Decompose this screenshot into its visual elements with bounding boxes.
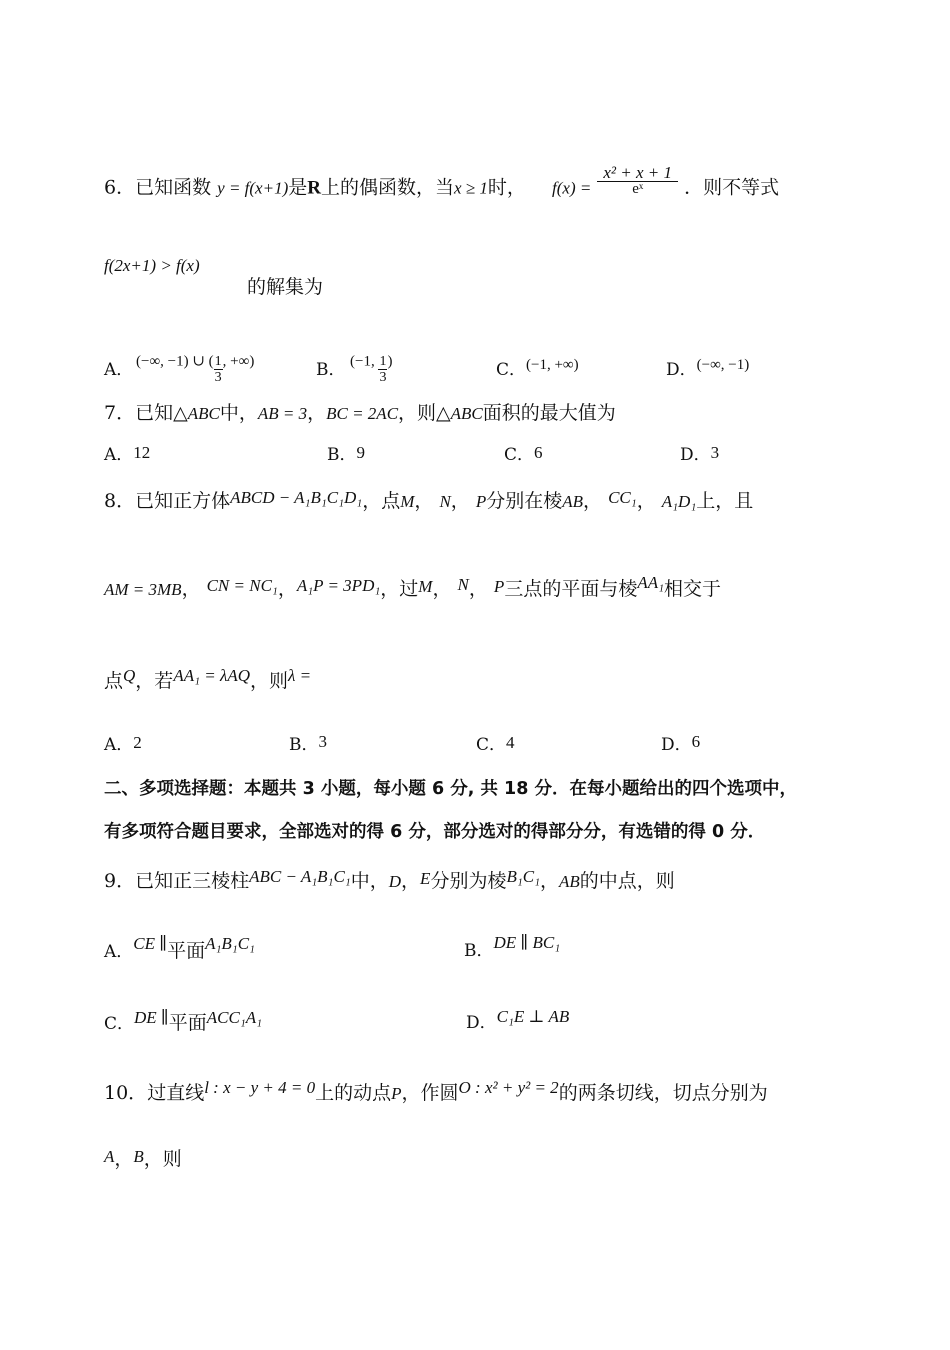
q8-sep: ，	[277, 578, 297, 600]
q9-edge-b1c1: B₁C₁	[506, 867, 540, 886]
option-value: 4	[506, 733, 515, 752]
q10-sep: ，	[114, 1148, 134, 1170]
q10-point-a: A	[104, 1147, 115, 1166]
q8-edge-aa1: AA₁	[637, 573, 665, 592]
q9-option-d[interactable]	[466, 1007, 570, 1033]
q8-lambda: λ =	[288, 666, 312, 685]
q6-condition: x ≥ 1	[454, 178, 488, 198]
q9-option-b[interactable]	[464, 933, 561, 961]
q8-text: 相交于	[664, 578, 722, 600]
q7-option-b[interactable]	[327, 443, 365, 465]
option-math: DE ∥	[134, 1008, 169, 1027]
q8-sep: ，	[583, 490, 603, 512]
q6-option-a-value	[136, 346, 255, 386]
q6-text: 已知函数	[135, 176, 212, 199]
q7-line1	[104, 404, 616, 423]
q8-text: 已知正方体	[135, 490, 231, 512]
option-value-tail: )	[387, 353, 393, 370]
q9-sep: ，	[401, 870, 421, 892]
q10-text: 上的动点	[315, 1082, 392, 1104]
q9-sep: ，	[540, 870, 560, 892]
q10-circle-equation: O : x² + y² = 2	[458, 1078, 559, 1097]
q8-point-m: M	[418, 577, 433, 596]
q8-edge-cc1: CC₁	[608, 488, 637, 507]
option-math: CE ∥	[133, 934, 168, 953]
q8-text: 点	[104, 670, 124, 692]
q7-triangle: ABC	[187, 404, 220, 423]
fraction-denominator: 3	[214, 370, 222, 386]
q6-text: 上的偶函数，当	[321, 176, 455, 199]
option-value: 2	[133, 733, 142, 752]
q6-line1	[104, 163, 780, 205]
q8-option-c[interactable]	[476, 733, 515, 755]
q10-text: 过直线	[147, 1082, 205, 1104]
option-text: 平面	[168, 1012, 207, 1034]
q8-edge-ab: AB	[562, 492, 584, 511]
option-label: C．	[504, 445, 535, 465]
q8-text: ，过	[380, 578, 419, 600]
q7-condition-1: AB = 3	[257, 404, 308, 423]
option-value: (−1, +∞)	[526, 357, 579, 373]
q8-point-q: Q	[123, 666, 136, 685]
option-label: D．	[466, 1013, 497, 1033]
q9-text: 已知正三棱柱	[135, 870, 250, 892]
option-label: D．	[666, 360, 697, 380]
q7-text: 中，	[219, 402, 258, 424]
option-math: ACC₁A₁	[206, 1008, 263, 1027]
q8-text: 分别在棱	[486, 490, 563, 512]
q9-text: 中，	[350, 870, 389, 892]
q8-option-a[interactable]	[104, 733, 142, 755]
q6-real-set: R	[307, 177, 321, 199]
option-label: A．	[104, 445, 134, 465]
q6-text: 是	[288, 176, 308, 199]
q6-option-c[interactable]	[496, 357, 579, 380]
option-label: B．	[327, 445, 357, 465]
q10-line2	[104, 1147, 182, 1170]
section2-header-line2: 有多项符合题目要求，全部选对的得 6 分，部分选对的得部分分，有选错的得 0 分．	[104, 822, 766, 842]
option-label: C．	[476, 735, 507, 755]
option-value: (−∞, −1)	[696, 357, 750, 373]
option-label: D．	[680, 445, 711, 465]
fraction-numerator: 1	[214, 354, 222, 369]
q9-point-e: E	[420, 869, 431, 888]
q7-text: 已知△	[135, 402, 188, 424]
q7-option-d[interactable]	[680, 443, 720, 465]
option-math: C₁E ⊥ AB	[496, 1007, 570, 1026]
q8-sep: ，	[636, 490, 656, 512]
option-math: A₁B₁C₁	[205, 934, 255, 953]
q10-text: ，作圆	[401, 1082, 459, 1104]
q8-option-d[interactable]	[661, 732, 701, 755]
option-label: A．	[104, 942, 134, 962]
q10-line-equation: l : x − y + 4 = 0	[204, 1078, 316, 1097]
q8-edge-a1d1: A₁D₁	[661, 492, 697, 511]
q7-text: 面积的最大值为	[482, 402, 616, 424]
option-value: 3	[318, 732, 327, 751]
q7-condition-2: BC = 2AC	[326, 404, 399, 423]
option-label: B．	[464, 941, 494, 961]
q8-ratio-1: AM = 3MB	[104, 580, 182, 599]
q10-text: ，则	[143, 1148, 182, 1170]
q8-number: 8．	[104, 490, 136, 512]
section2-header-line1: 二、多项选择题：本题共 3 小题，每小题 6 分, 共 18 分．在每小题给出的四个选项中，	[104, 779, 797, 799]
q6-text: ．则不等式	[684, 176, 780, 199]
q8-option-b[interactable]	[289, 732, 327, 755]
q6-f-fraction	[597, 164, 678, 197]
q6-f-denominator: eˣ	[632, 181, 644, 197]
q9-text: 分别为棱	[430, 870, 507, 892]
option-value: 12	[133, 443, 151, 462]
q9-option-c[interactable]	[104, 1008, 263, 1034]
fraction-denominator: 3	[379, 370, 387, 386]
q6-option-d[interactable]	[666, 357, 750, 380]
q6-option-b[interactable]	[316, 362, 346, 379]
q6-option-b-fraction	[378, 354, 387, 386]
q6-f-lhs: f(x) =	[552, 178, 592, 198]
q8-sep: ，	[414, 490, 434, 512]
q8-text: 上，且	[696, 490, 754, 512]
option-value: 6	[691, 732, 701, 751]
option-label: C．	[496, 360, 527, 380]
q6-line2b	[247, 278, 323, 297]
option-text: 平面	[167, 940, 206, 962]
q8-sep: ，	[181, 578, 201, 600]
q10-number: 10．	[104, 1082, 148, 1104]
q7-text: ，	[307, 402, 327, 424]
q8-ratio-3: A₁P = 3PD₁	[296, 576, 381, 595]
option-value: 3	[710, 443, 720, 462]
option-value: (−∞, −1) ∪ (	[136, 353, 214, 370]
q10-text: 的两条切线，切点分别为	[558, 1082, 768, 1104]
option-label: A．	[104, 360, 134, 380]
q9-prism: ABC − A₁B₁C₁	[249, 867, 351, 886]
q9-line1	[104, 867, 675, 892]
option-label: B．	[289, 735, 319, 755]
q7-option-a[interactable]	[104, 443, 151, 465]
q8-cube: ABCD − A₁B₁C₁D₁	[230, 488, 363, 507]
q8-point-n: N	[457, 575, 469, 594]
q6-text: 时，	[487, 176, 526, 199]
option-label: B．	[316, 360, 346, 380]
q8-text: ，则	[250, 670, 289, 692]
q8-ratio-2: CN = NC₁	[206, 576, 278, 595]
q9-option-a[interactable]	[104, 934, 255, 962]
q6-text: 的解集为	[247, 276, 324, 298]
q7-option-c[interactable]	[504, 443, 543, 465]
q10-point-p: P	[391, 1084, 402, 1103]
q8-line2	[104, 573, 722, 600]
q6-function-expr: y = f(x+1)	[217, 178, 289, 198]
q9-number: 9．	[104, 870, 136, 892]
q7-text: ，则△	[398, 402, 451, 424]
q6-inequality: f(2x+1) > f(x)	[104, 256, 200, 275]
q8-text: ，若	[135, 670, 174, 692]
q8-sep: ，	[468, 578, 488, 600]
q10-point-b: B	[133, 1147, 144, 1166]
q6-line2	[104, 256, 200, 281]
q8-line1	[104, 488, 754, 512]
option-label: C．	[104, 1014, 135, 1034]
q6-option-b-value	[350, 346, 393, 386]
q8-point-n: N	[439, 492, 451, 511]
option-label: D．	[661, 735, 692, 755]
option-value: 6	[534, 443, 543, 462]
q8-point-p: P	[493, 577, 505, 596]
option-value: (−1,	[350, 353, 379, 370]
q8-text: ，点	[362, 490, 401, 512]
q8-sep: ，	[432, 578, 452, 600]
q6-f-numerator: x² + x + 1	[597, 164, 678, 182]
q9-edge-ab: AB	[559, 872, 580, 891]
q8-ratio-4: AA₁ = λAQ	[173, 666, 250, 685]
q9-point-d: D	[388, 872, 402, 891]
q8-sep: ，	[450, 490, 470, 512]
q8-text: 三点的平面与棱	[504, 578, 638, 600]
q7-triangle: ABC	[450, 404, 483, 423]
fraction-numerator: 1	[379, 354, 387, 369]
q6-option-a-fraction	[214, 354, 223, 386]
q6-option-a[interactable]	[104, 362, 133, 379]
q10-line1	[104, 1078, 768, 1104]
q6-number: 6．	[104, 176, 136, 199]
q9-text: 的中点，则	[579, 870, 675, 892]
option-value: 9	[356, 443, 365, 462]
q8-point-p: P	[475, 492, 487, 511]
option-label: A．	[104, 735, 134, 755]
q8-point-m: M	[400, 492, 415, 511]
q8-line3	[104, 666, 312, 692]
q7-number: 7．	[104, 402, 136, 424]
option-value-tail: , +∞)	[222, 353, 255, 370]
option-math: DE ∥ BC₁	[493, 933, 561, 952]
